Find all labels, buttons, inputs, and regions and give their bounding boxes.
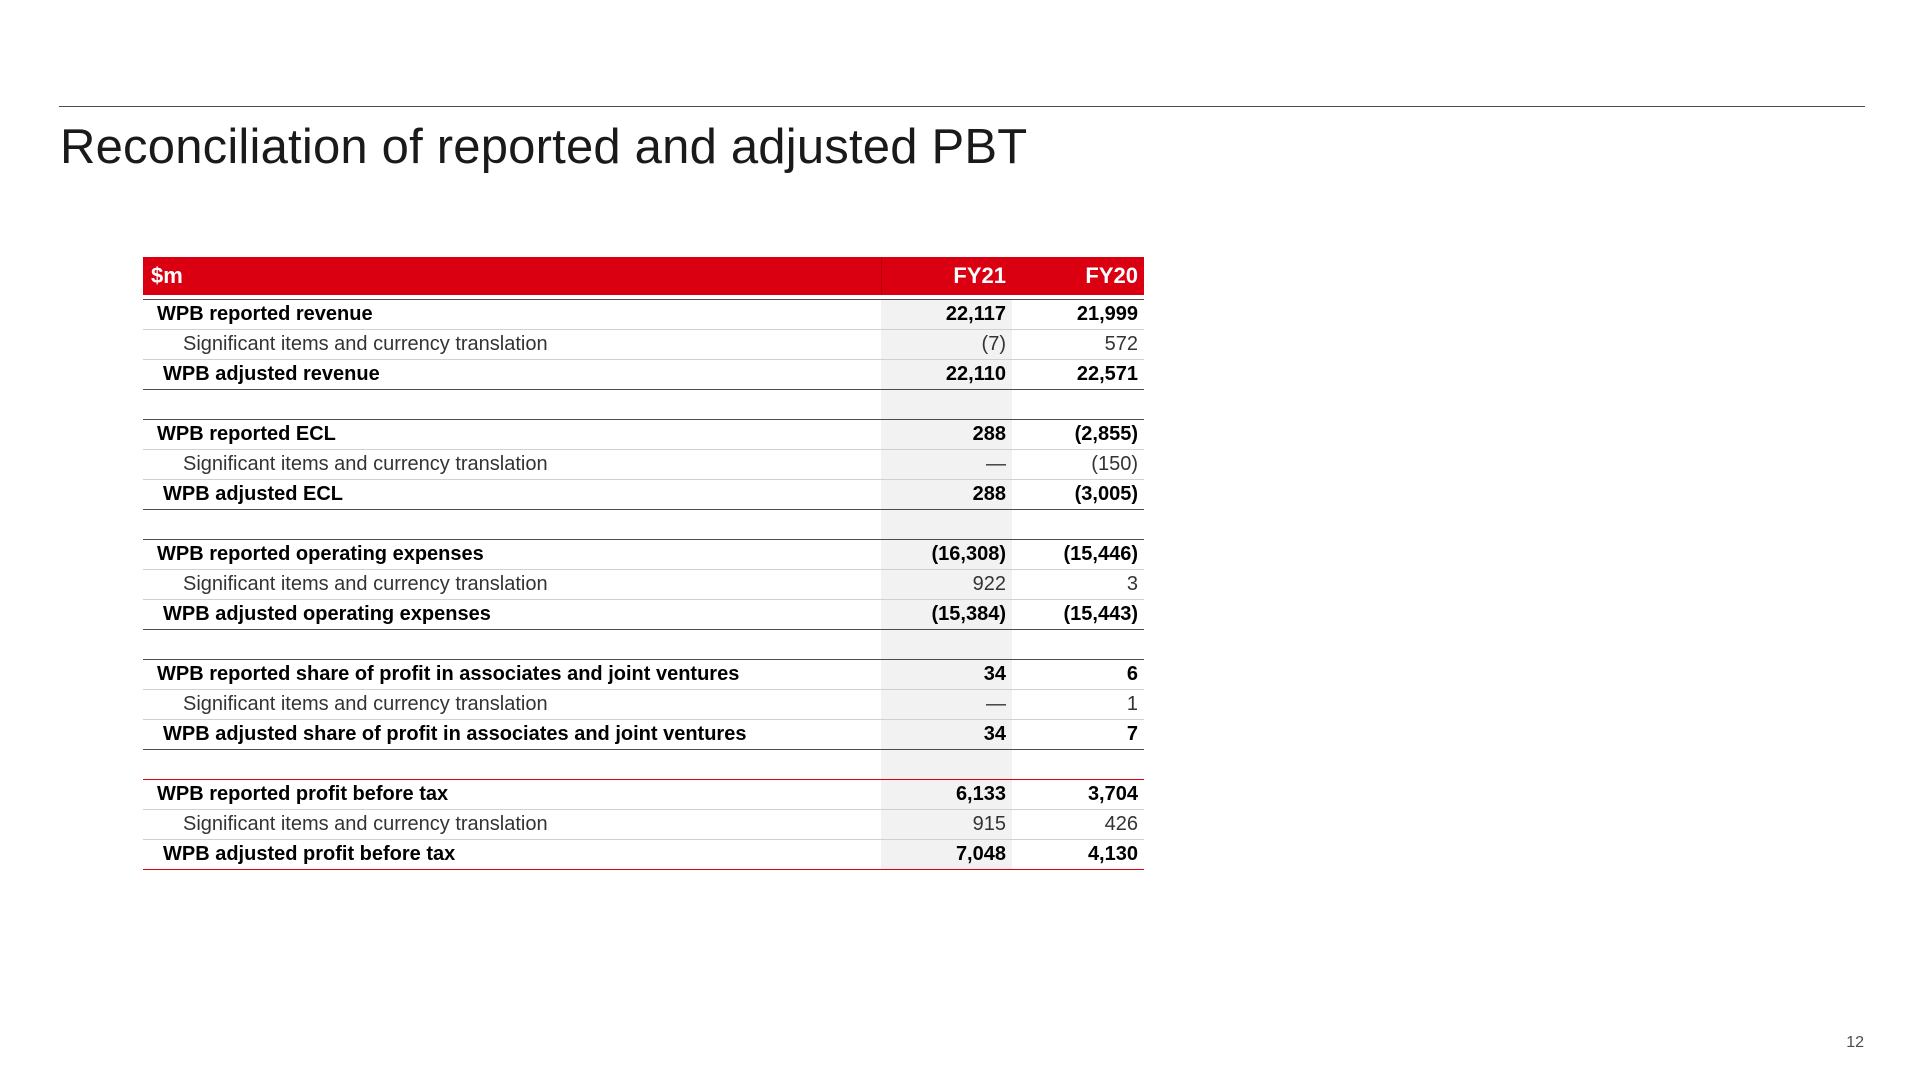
cell-fy20: 3,704 xyxy=(1012,780,1144,810)
header-fy20: FY20 xyxy=(1012,257,1144,295)
cell-fy21: 915 xyxy=(881,810,1012,840)
cell-fy20: 426 xyxy=(1012,810,1144,840)
cell-fy21: (15,384) xyxy=(881,600,1012,630)
cell-fy20: (3,005) xyxy=(1012,480,1144,510)
table-row-adjusted-ecl xyxy=(143,480,1144,510)
cell-fy20: (15,443) xyxy=(1012,600,1144,630)
cell-fy21: 22,110 xyxy=(881,360,1012,390)
table-row-adjustment-associates xyxy=(143,690,1144,720)
cell-fy20: 4,130 xyxy=(1012,840,1144,870)
table-row-adjusted-associates xyxy=(143,720,1144,750)
row-label: WPB reported ECL xyxy=(143,420,881,450)
reconciliation-table xyxy=(143,257,1144,870)
page-number: 12 xyxy=(1846,1034,1864,1051)
cell-fy21: 34 xyxy=(881,720,1012,750)
header-fy21: FY21 xyxy=(881,257,1012,295)
cell-fy21: 6,133 xyxy=(881,780,1012,810)
row-label: Significant items and currency translation xyxy=(143,450,881,480)
cell-fy21: 7,048 xyxy=(881,840,1012,870)
reconciliation-table-container xyxy=(143,257,1144,870)
cell-fy21: 922 xyxy=(881,570,1012,600)
table-row-adjustment-opex xyxy=(143,570,1144,600)
cell-fy20: (15,446) xyxy=(1012,540,1144,570)
row-label: WPB adjusted share of profit in associates and joint ventures xyxy=(143,720,881,750)
table-spacer xyxy=(143,390,1144,420)
cell-fy20: (150) xyxy=(1012,450,1144,480)
page-title: Reconciliation of reported and adjusted PBT xyxy=(60,120,1028,174)
cell-fy21: 22,117 xyxy=(881,300,1012,330)
table-row-reported-pbt xyxy=(143,780,1144,810)
cell-fy21: 288 xyxy=(881,420,1012,450)
row-label: WPB reported operating expenses xyxy=(143,540,881,570)
table-row-adjustment-revenue xyxy=(143,330,1144,360)
cell-fy21: (7) xyxy=(881,330,1012,360)
row-label: WPB adjusted operating expenses xyxy=(143,600,881,630)
table-row-adjusted-revenue xyxy=(143,360,1144,390)
cell-fy20: (2,855) xyxy=(1012,420,1144,450)
cell-fy21: 34 xyxy=(881,660,1012,690)
table-row-adjusted-opex xyxy=(143,600,1144,630)
table-row-reported-associates xyxy=(143,660,1144,690)
row-label: Significant items and currency translation xyxy=(143,570,881,600)
row-label: WPB reported profit before tax xyxy=(143,780,881,810)
cell-fy20: 3 xyxy=(1012,570,1144,600)
table-row-reported-ecl xyxy=(143,420,1144,450)
top-divider xyxy=(59,106,1865,107)
cell-fy20: 572 xyxy=(1012,330,1144,360)
table-row-adjustment-ecl xyxy=(143,450,1144,480)
table-header-row xyxy=(143,257,1144,295)
cell-fy20: 6 xyxy=(1012,660,1144,690)
cell-fy20: 1 xyxy=(1012,690,1144,720)
cell-fy21: 288 xyxy=(881,480,1012,510)
table-row-adjustment-pbt xyxy=(143,810,1144,840)
cell-fy21: — xyxy=(881,690,1012,720)
table-row-reported-opex xyxy=(143,540,1144,570)
table-row-adjusted-pbt xyxy=(143,840,1144,870)
header-unit: $m xyxy=(143,257,881,295)
table-spacer xyxy=(143,510,1144,540)
cell-fy20: 7 xyxy=(1012,720,1144,750)
row-label: Significant items and currency translation xyxy=(143,810,881,840)
cell-fy21: (16,308) xyxy=(881,540,1012,570)
row-label: WPB reported revenue xyxy=(143,300,881,330)
table-row-reported-revenue xyxy=(143,300,1144,330)
row-label: Significant items and currency translation xyxy=(143,690,881,720)
row-label: WPB adjusted profit before tax xyxy=(143,840,881,870)
table-spacer xyxy=(143,750,1144,780)
cell-fy20: 21,999 xyxy=(1012,300,1144,330)
cell-fy21: — xyxy=(881,450,1012,480)
row-label: Significant items and currency translation xyxy=(143,330,881,360)
cell-fy20: 22,571 xyxy=(1012,360,1144,390)
row-label: WPB reported share of profit in associates and joint ventures xyxy=(143,660,881,690)
table-spacer xyxy=(143,630,1144,660)
row-label: WPB adjusted ECL xyxy=(143,480,881,510)
row-label: WPB adjusted revenue xyxy=(143,360,881,390)
